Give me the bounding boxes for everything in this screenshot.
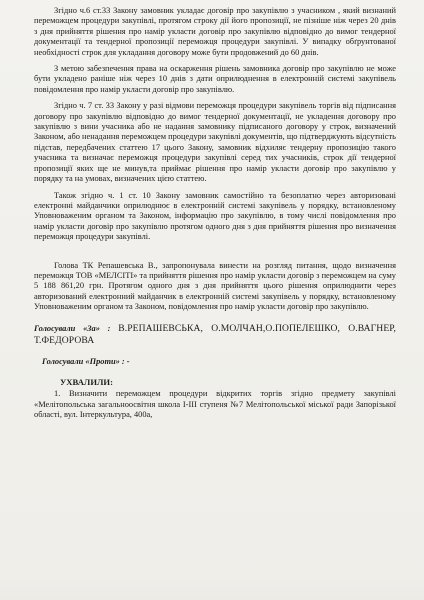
resolution-item-1: 1. Визначити переможцем процедури відкритих торгів згідно предмету закупівлі «Мелітопольська загальноосвітня школа І-ІІІ ступеня №7 Мелітопольської міської ради Запорізької області, вул. Інтеркультура, 400а, (34, 389, 396, 420)
paragraph-appeal-right: З метою забезпечення права на оскарження рішень замовника договір про закупівлю не може бути укладено раніше ніж через 10 днів з дати оприлюднення в електронній системі закупівель повідомлення про намір укласти договір про закупівлю. (34, 64, 396, 94)
vote-for-names: В.РЕПАШЕВСЬКА, О.МОЛЧАН,О.ПОПЕЛЕШКО, О.ВАГНЕР, Т.ФЕДОРОВА (34, 322, 397, 346)
paragraph-chair-proposal: Голова ТК Репашевська В., запропонувала винести на розгляд питання, щодо визначення переможця ТОВ «МЕЛСІТІ» та прийняття рішення про намір укласти договір з переможцем на суму 5 188 861,20 грн. Протягом одного дня з дня прийняття цього рішення оприлюднити через авторизований електронний майданчик в електронній системі закупівель у порядку, встановленому Уповноваженим органом та Законом, повідомлення про намір укласти договір про закупівлю. (34, 260, 396, 312)
vote-for-label: Голосували «За» : (34, 323, 111, 333)
paragraph-refusal-procedure: Згідно ч. 7 ст. 33 Закону у разі відмови переможця процедури закупівель торгів від підписання договору про закупівлю відповідно до вимог тендерної документації, не укладення договору про закупівлю з вини учасника або не надання замовнику підписаного договору у строк, визначений Законом, або ненадання переможцем процедури закупівлі документів, що підтверджують відсутність підстав, передбачених статтею 17 цього Закону, замовник відхиляє тендерну пропозицію такого учасника та визначає переможця процедури закупівлі серед тих учасників, строк дії тендерної пропозиції яких ще не минув,та приймає рішення про намір укласти договір про закупівлю у порядку та на умовах, визначених цією статтею. (34, 101, 396, 184)
paragraph-contract-term: Згідно ч.6 ст.33 Закону замовник укладає договір про закупівлю з учасником , який визнаний переможцем процедури закупівлі, протягом строку дії його пропозиції, не пізніше ніж через 20 днів з дня прийняття рішення про намір укласти договір про закупівлю відповідно до вимог тендерної документації та тендерної пропозиції переможця процедури закупівлі. У випадку обґрунтованої необхідності строк для укладання договору може бути продовжений до 60 днів. (34, 6, 396, 57)
vote-against-label: Голосували «Проти» : - (42, 356, 130, 366)
page-bottom-fade (0, 574, 424, 600)
resolution-heading: УХВАЛИЛИ: (60, 376, 113, 387)
vote-for-line (34, 323, 396, 347)
vote-against-line (42, 357, 396, 367)
paragraph-publication: Також згідно ч. 1 ст. 10 Закону замовник самостійно та безоплатно через авторизовані електронні майданчики оприлюднює в електронній системі закупівель у порядку, встановленому Уповноваженим органом та Законом, інформацію про закупівлю, в тому числі повідомлення про намір укласти договір про закупівлю протягом одного дня з дня прийняття рішення про визначення переможця процедури закупівлі. (34, 190, 396, 242)
